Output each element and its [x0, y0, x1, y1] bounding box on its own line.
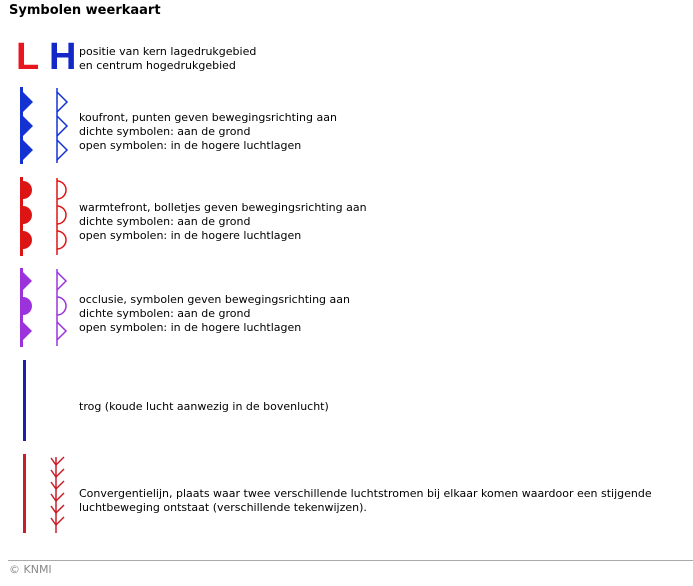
convergence-line-2: luchtbeweging ontstaat (verschillende tekenwijzen).: [79, 501, 367, 514]
coldfront-line-2: dichte symbolen: aan de grond: [79, 125, 251, 138]
warmfront-description: [79, 201, 367, 243]
coldfront-upper: [57, 88, 67, 163]
warmfront-line-1: warmtefront, bolletjes geven bewegingsrichting aan: [79, 201, 367, 214]
occlusion-upper: [57, 269, 66, 346]
low-high-symbols: [14, 38, 76, 72]
warmfront-symbol: [16, 177, 76, 257]
warmfront-line-3: open symbolen: in de hogere luchtlagen: [79, 229, 302, 242]
coldfront-description: [79, 111, 337, 153]
warmfront-surface: [20, 177, 32, 256]
convergence-herringbone: [51, 457, 64, 533]
convergence-line-1: Convergentielijn, plaats waar twee verschillende luchtstromen bij elkaar komen waardoor een stijgende: [79, 487, 652, 500]
occlusion-line-2: dichte symbolen: aan de grond: [79, 307, 251, 320]
pressure-description: [79, 45, 256, 73]
warmfront-upper: [57, 178, 66, 255]
convergence-description: [79, 487, 652, 515]
footer-divider: [8, 560, 693, 561]
high-pressure-symbol: H: [49, 38, 76, 72]
occlusion-description: [79, 293, 350, 335]
trough-symbol: [20, 360, 30, 442]
trough-line-1: trog (koude lucht aanwezig in de bovenlucht): [79, 400, 329, 413]
occlusion-symbol: [16, 268, 76, 348]
occlusion-line-3: open symbolen: in de hogere luchtlagen: [79, 321, 302, 334]
coldfront-symbol: [16, 87, 76, 165]
coldfront-line-3: open symbolen: in de hogere luchtlagen: [79, 139, 302, 152]
copyright: © KNMI: [9, 563, 52, 576]
coldfront-surface: [20, 87, 33, 164]
pressure-line-2: en centrum hogedrukgebied: [79, 59, 236, 72]
low-pressure-symbol: L: [16, 38, 40, 72]
pressure-line-1: positie van kern lagedrukgebied: [79, 45, 257, 58]
trough-description: [79, 400, 329, 414]
occlusion-line-1: occlusie, symbolen geven bewegingsrichting aan: [79, 293, 350, 306]
convergence-symbol: [20, 454, 76, 534]
warmfront-line-2: dichte symbolen: aan de grond: [79, 215, 251, 228]
page-title: Symbolen weerkaart: [9, 3, 161, 18]
occlusion-surface: [20, 268, 32, 347]
coldfront-line-1: koufront, punten geven bewegingsrichting aan: [79, 111, 337, 124]
